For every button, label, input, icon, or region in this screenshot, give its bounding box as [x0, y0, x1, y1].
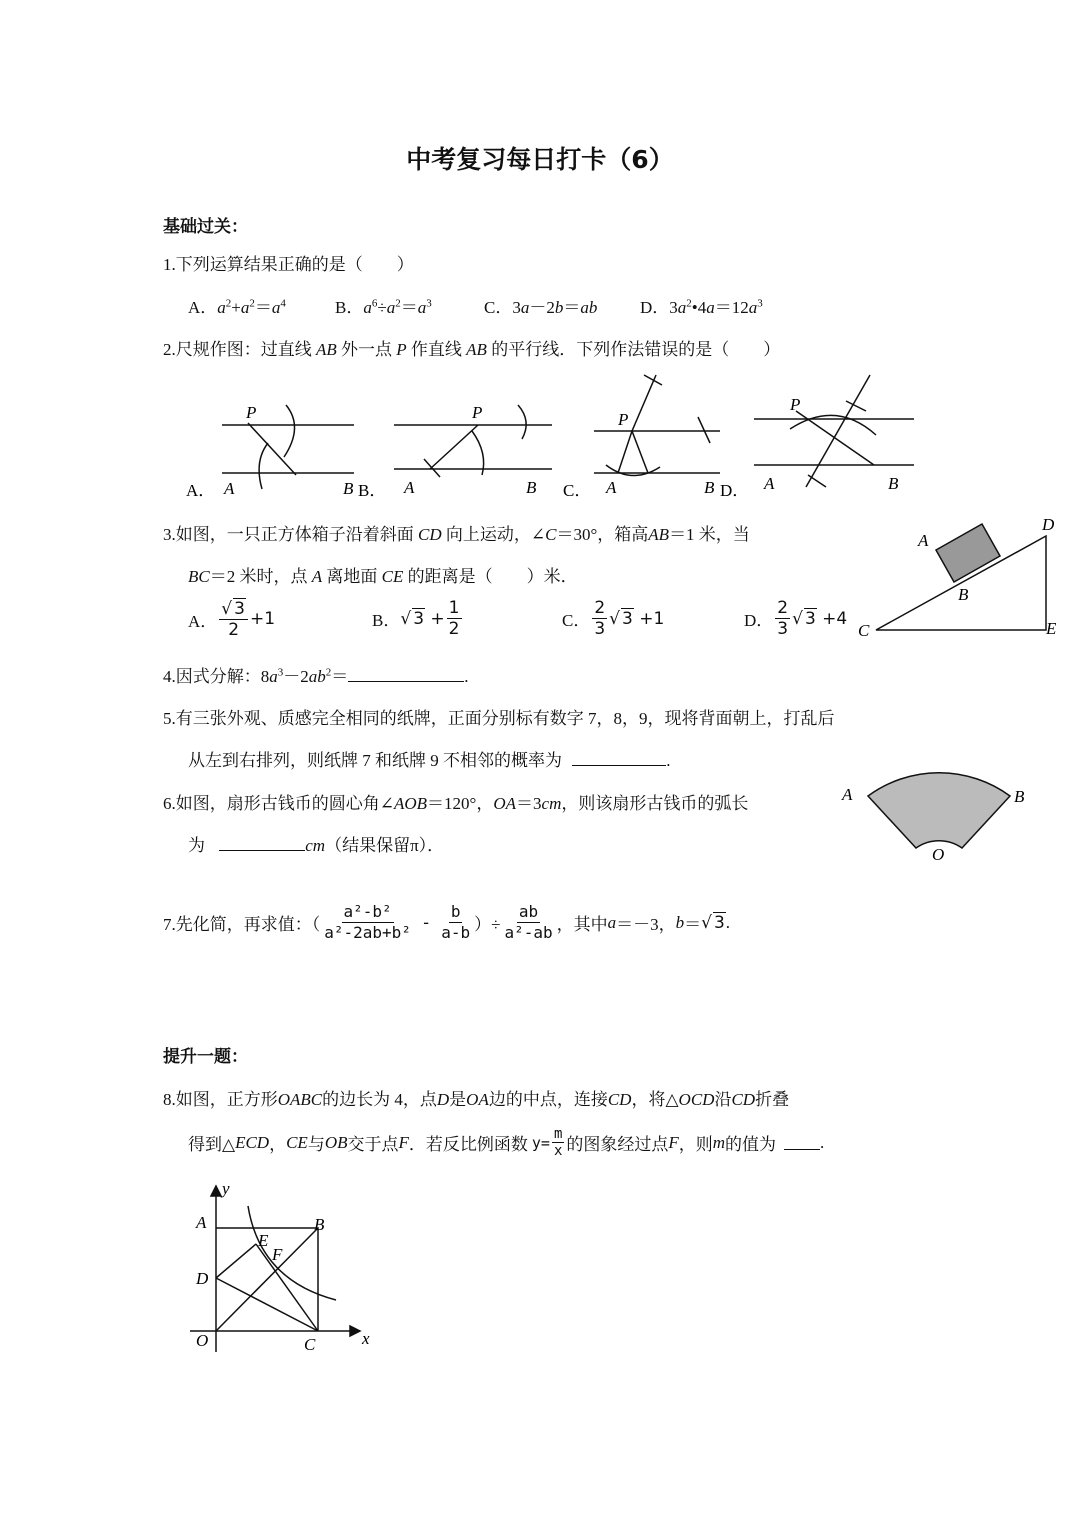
q8-cd-2: CD [731, 1090, 756, 1109]
q8-f-2: F [668, 1132, 679, 1152]
q7-sqrt3: 3 [713, 913, 725, 933]
q7-cond-mid: ＝－3， [616, 915, 676, 934]
q8-ce: CE [286, 1132, 308, 1152]
q6-answer-blank[interactable] [219, 836, 305, 851]
q7-expression: 7.先化简，再求值：（ $\frac{\text{a²-b²}}{\text{a²-2ab+b²}}$ - $\frac{b}{a-b}$ ）÷ $\frac{ab}{\text{a²-ab}}$ ，其中 a ＝－3， b ＝ √ 3 . [163, 902, 731, 942]
q3-option-b[interactable]: B． √ 3 + $\frac{1}{2}$ [372, 598, 460, 639]
page-title: 中考复习每日打卡（6） [406, 145, 674, 174]
q8-l2-mid4: ．若反比例函数 [408, 1135, 528, 1154]
q2c-label-p: P [618, 410, 629, 429]
q1-option-c[interactable]: C．3a－2b＝ab [484, 298, 598, 317]
q3-fig-d: D [1042, 515, 1055, 534]
q6-fig-a: A [842, 785, 853, 804]
q8-ob: OB [324, 1132, 348, 1152]
q5-line2: 从左到右排列，则纸牌 7 和纸牌 9 不相邻的概率为 . [188, 751, 671, 770]
q3-a: A [311, 567, 323, 586]
q2b-label-a: A [404, 478, 415, 497]
q8-l2-mid2: 与 [307, 1135, 325, 1154]
q6-figure [838, 752, 1038, 868]
q8-l1-post: 折叠 [755, 1090, 790, 1109]
section-advanced: 提升一题： [163, 1047, 248, 1067]
q2a-label-b: B [343, 479, 354, 498]
q6-line2 [188, 831, 444, 856]
q3-l1-pre: 3.如图，一只正方体箱子沿着斜面 [163, 525, 414, 544]
q8-l2-mid6: ，则 [678, 1135, 713, 1154]
q5-line2-text: 从左到右排列，则纸牌 7 和纸牌 9 不相邻的概率为 [188, 751, 562, 770]
q3-opt-b-label: B． [372, 611, 401, 630]
q8-figure [186, 1176, 386, 1356]
q3-opt-a-label: A． [188, 611, 218, 631]
q2a-label-p: P [246, 403, 257, 422]
q8-ocd: OCD [678, 1090, 715, 1109]
q3-l1-mid2: ＝30°，箱高 [556, 525, 649, 544]
q3-fig-a: A [918, 531, 929, 550]
q6-l1-mid: ＝120°， [427, 794, 494, 813]
q1-b-label: B． [335, 298, 364, 317]
q8-func-den: x [553, 1143, 563, 1159]
q3-l2-post: 的距离是（ ）米． [407, 567, 578, 586]
q8-l2-mid: ， [269, 1135, 287, 1154]
q8-fig-f: F [272, 1245, 283, 1264]
q8-l2-pre: 得到△ [188, 1135, 236, 1154]
q7-f1-num: a²-b² [343, 902, 392, 921]
q8-fig-o: O [196, 1331, 209, 1350]
q8-l1-mid2: 是 [449, 1090, 467, 1109]
q8-cd: CD [607, 1090, 632, 1109]
q7-div: ）÷ [474, 915, 501, 934]
q6-l1-pre: 6.如图，扇形古钱币的圆心角∠ [163, 794, 394, 813]
q2d-label-p: P [790, 395, 801, 414]
q8-oa: OA [466, 1090, 489, 1109]
q7-end: . [725, 912, 731, 932]
q7-f3-den: a²-ab [504, 923, 553, 942]
q7-minus: - [420, 912, 432, 933]
q4-ab: ab [308, 667, 326, 686]
q2-ab: AB [316, 340, 337, 359]
q3-l1-mid: 向上运动，∠ [445, 525, 546, 544]
q6-oa: OA [493, 794, 517, 813]
q8-d: D [436, 1090, 450, 1109]
q8-f: F [398, 1132, 409, 1152]
q2c-label-a: A [606, 478, 617, 497]
q6-cm: cm [541, 794, 562, 813]
q8-l2-mid3: 交于点 [347, 1135, 399, 1154]
q8-fig-c: C [304, 1335, 316, 1354]
q3-l2-mid2: 离地面 [326, 567, 378, 586]
q8-l1-mid: 的边长为 4，点 [322, 1090, 437, 1109]
q8-answer-blank[interactable] [784, 1135, 820, 1150]
q6-fig-b: B [1014, 787, 1025, 806]
q1-d-label: D． [640, 298, 670, 317]
q1-stem: 1.下列运算结果正确的是（ ） [163, 255, 414, 274]
q7-cond-pre: ，其中 [556, 915, 608, 934]
q6-aob: AOB [394, 794, 428, 813]
q3-line1 [163, 520, 750, 545]
q6-l2-post: （结果保留π）． [325, 836, 445, 855]
q2-opt-b[interactable]: B． [358, 481, 387, 500]
q3-c: C [545, 525, 557, 544]
q8-oabc: OABC [277, 1090, 323, 1109]
section-basic: 基础过关： [163, 217, 248, 237]
q2-stem [163, 335, 780, 360]
q5-line1: 5.有三张外观、质感完全相同的纸牌，正面分别标有数字 7，8，9，现将背面朝上，打乱后 [163, 709, 835, 728]
q3-fig-c: C [858, 621, 870, 640]
q8-func-y: y= [531, 1133, 550, 1152]
q6-fig-o: O [932, 845, 945, 864]
q2d-label-b: B [888, 474, 899, 493]
q6-l2-pre: 为 [188, 836, 205, 855]
q3-option-d[interactable]: D． $\frac{2}{3}$ √ 3 +4 [744, 598, 848, 639]
q8-fig-b: B [314, 1215, 325, 1234]
q8-ecd: ECD [235, 1132, 270, 1152]
q3-option-a[interactable]: A． $\frac{√ 3}{2}$ +1 [188, 599, 276, 640]
q8-fig-x: x [362, 1329, 370, 1348]
q1-c-label: C． [484, 298, 513, 317]
q7-f3-num: ab [518, 902, 539, 921]
q6-line1 [163, 789, 748, 814]
q3-bc: BC [188, 567, 210, 586]
q7-f2-num: b [450, 902, 461, 921]
q7-pre: 7.先化简，再求值：（ [163, 915, 321, 934]
q5-answer-blank[interactable] [572, 751, 666, 766]
q2-figures [186, 365, 926, 505]
q3-figure [856, 512, 1068, 642]
q2d-label-a: A [764, 474, 775, 493]
q8-line2: 得到△ ECD ， CE 与 OB 交于点 F ．若反比例函数 y= $\frac{m}{x}$ 的图象经过点 F ，则 m 的值为 . [188, 1126, 825, 1159]
q6-cm-2: cm [305, 836, 326, 855]
q3-l1-post: ＝1 米，当 [669, 525, 750, 544]
q2-opt-d[interactable]: D． [720, 481, 750, 500]
q2-stem-mid2: 作直线 [410, 340, 462, 359]
q8-fig-e: E [258, 1231, 269, 1250]
q4-stem: 4.因式分解：$8a^3-2ab^2=$ . [163, 666, 469, 686]
q2b-label-b: B [526, 478, 537, 497]
q7-f2-den: a-b [441, 923, 471, 942]
q4-answer-blank[interactable] [348, 667, 464, 682]
q2-stem-pre: 2.尺规作图：过直线 [163, 340, 312, 359]
q3-cd: CD [418, 525, 442, 544]
q8-l2-post: 的值为 [725, 1135, 777, 1154]
q1-option-a[interactable]: A．$a^2+a^2=a^4$ [188, 297, 286, 317]
q4-post: ＝ [331, 667, 349, 686]
q8-func-num: m [553, 1126, 563, 1142]
q6-l1-post: ，则该扇形古钱币的弧长 [561, 794, 749, 813]
q3-fig-e: E [1046, 619, 1057, 638]
q3-fig-b: B [958, 585, 969, 604]
q8-fig-d: D [196, 1269, 209, 1288]
q2a-label-a: A [224, 479, 235, 498]
q2-stem-mid1: 外一点 [341, 340, 393, 359]
q4-a: a [269, 667, 278, 686]
q2-p: P [396, 340, 407, 359]
q6-l1-mid2: ＝3 [516, 794, 542, 813]
q4-mid: －2 [283, 667, 309, 686]
q3-ce: CE [381, 567, 404, 586]
q3-ab: AB [648, 525, 670, 544]
q8-fig-a: A [196, 1213, 207, 1232]
q3-opt-c-label: C． [562, 611, 591, 630]
q8-l1-mid4: ，将△ [631, 1090, 679, 1109]
q7-b: b [675, 912, 685, 932]
q4-stem-pre: 4.因式分解：8 [163, 667, 270, 686]
q7-a: a [607, 912, 617, 932]
q2-opt-a[interactable]: A． [186, 481, 216, 500]
q8-l1-mid5: 沿 [714, 1090, 732, 1109]
q8-fig-y: y [222, 1179, 230, 1198]
q2-ab-2: AB [466, 340, 487, 359]
q2c-label-b: B [704, 478, 715, 497]
q2-opt-c[interactable]: C． [563, 481, 592, 500]
q8-l1-pre: 8.如图，正方形 [163, 1090, 278, 1109]
q8-line1 [163, 1085, 789, 1110]
q7-cond-eq: ＝ [684, 915, 702, 934]
q3-opt-d-label: D． [744, 611, 774, 630]
q2-stem-post: 的平行线．下列作法错误的是（ ） [491, 340, 781, 359]
q7-f1-den: a²-2ab+b² [324, 923, 411, 942]
q8-m: m [712, 1132, 726, 1152]
q8-l2-mid5: 的图象经过点 [566, 1135, 669, 1154]
q8-l1-mid3: 边的中点，连接 [488, 1090, 608, 1109]
q3-line2 [188, 562, 578, 587]
q1-option-d[interactable]: D．$3a^2•4a=12a^3$ [640, 297, 763, 317]
q3-l2-mid: ＝2 米时，点 [209, 567, 308, 586]
q1-option-b[interactable]: B．$a^6\div a^2=a^3$ [335, 297, 432, 317]
q2b-label-p: P [472, 403, 483, 422]
q3-option-c[interactable]: C． $\frac{2}{3}$ √ 3 +1 [562, 598, 665, 639]
q1-a-label: A． [188, 298, 218, 317]
